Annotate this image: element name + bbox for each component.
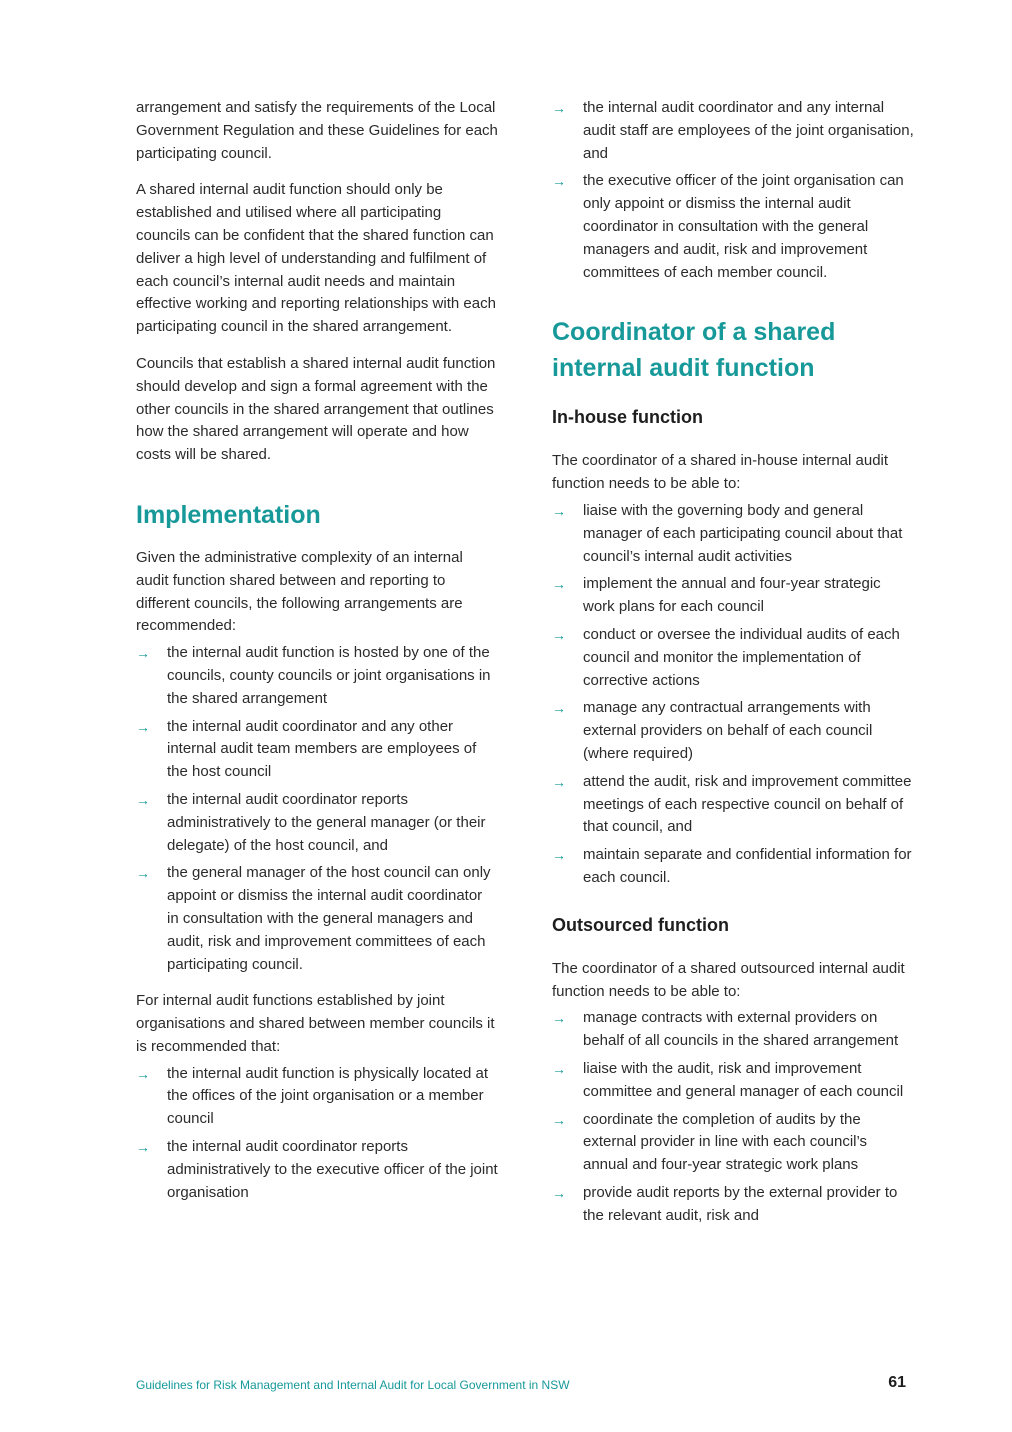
paragraph: Given the administrative complexity of an internal audit function shared between and reporting to different councils, the following arrangements are recommended: xyxy=(136,548,463,635)
arrow-bullet-icon: → xyxy=(552,700,566,717)
list-item xyxy=(552,771,914,839)
arrow-bullet-icon: → xyxy=(552,1184,566,1201)
list-item-text: the internal audit coordinator reports administratively to the executive officer of the joint organisation xyxy=(167,1138,498,1201)
outsourced-heading: Outsourced function xyxy=(552,914,729,935)
arrow-bullet-icon: → xyxy=(552,100,566,116)
list-item xyxy=(552,1058,914,1104)
list-item xyxy=(552,500,914,568)
arrow-bullet-icon: → xyxy=(136,791,150,808)
list-item-text: implement the annual and four-year strategic work plans for each council xyxy=(583,575,881,616)
list-item-text: the executive officer of the joint organisation can only appoint or dismiss the internal audit coordinator in consultation with the general managers and audit, risk and improvement committees of each member council. xyxy=(583,172,904,281)
inhouse-list xyxy=(552,500,914,890)
arrow-bullet-icon: → xyxy=(552,773,566,790)
implementation-heading: Implementation xyxy=(136,500,321,529)
footer-title: Guidelines for Risk Management and Internal Audit for Local Government in NSW xyxy=(136,1378,570,1392)
list-item-text: provide audit reports by the external provider to the relevant audit, risk and xyxy=(583,1183,898,1224)
list-item xyxy=(552,1182,914,1228)
arrow-bullet-icon: → xyxy=(552,1060,566,1077)
inhouse-heading: In-house function xyxy=(552,407,703,428)
arrow-bullet-icon: → xyxy=(552,173,566,190)
list-item-text: the internal audit coordinator and any internal audit staff are employees of the joint organisation, and xyxy=(583,99,914,162)
list-item xyxy=(136,862,498,976)
left-column xyxy=(136,97,498,1218)
list-item xyxy=(552,697,914,765)
arrow-bullet-icon: → xyxy=(136,1139,150,1156)
list-item xyxy=(136,789,498,857)
joint-organisation-list-continued xyxy=(552,97,914,284)
paragraph: Councils that establish a shared internal audit function should develop and sign a formal agreement with the other councils in the shared arrangement that outlines how the shared arrangement will operate and how costs will be shared. xyxy=(136,354,496,464)
list-item xyxy=(552,573,914,619)
list-item-text: liaise with the governing body and general manager of each participating council about that council’s internal audit activities xyxy=(583,501,903,565)
arrow-bullet-icon: → xyxy=(136,645,150,662)
arrow-bullet-icon: → xyxy=(552,626,566,643)
arrow-bullet-icon: → xyxy=(552,1111,566,1128)
list-item-text: maintain separate and confidential information for each council. xyxy=(583,846,912,886)
list-item xyxy=(136,716,498,784)
list-item-text: manage contracts with external providers on behalf of all councils in the shared arrangement xyxy=(583,1009,899,1050)
list-item-text: the internal audit coordinator reports administratively to the general manager (or their delegate) of the host council, and xyxy=(167,790,486,854)
page-number: 61 xyxy=(888,1374,906,1391)
arrangements-list xyxy=(136,642,498,976)
list-item xyxy=(552,1109,914,1177)
arrow-bullet-icon: → xyxy=(552,847,566,864)
outsourced-list xyxy=(552,1007,914,1227)
paragraph: The coordinator of a shared in-house internal audit function needs to be able to: xyxy=(552,452,889,493)
arrow-bullet-icon: → xyxy=(136,1065,150,1082)
list-item-text: coordinate the completion of audits by the external provider in line with each council’s annual and four-year strategic work plans xyxy=(583,1110,868,1174)
list-item-text: conduct or oversee the individual audits of each council and monitor the implementation of corrective actions xyxy=(583,625,900,689)
list-item-text: the general manager of the host council can only appoint or dismiss the internal audit coordinator in consultation with the general managers and audit, risk and improvement committees of each participating council. xyxy=(167,864,491,973)
list-item-text: the internal audit function is hosted by one of the councils, county councils or joint organisations in the shared arrangement xyxy=(167,644,491,707)
list-item xyxy=(552,624,914,692)
arrow-bullet-icon: → xyxy=(552,576,566,593)
arrow-bullet-icon: → xyxy=(136,865,150,882)
paragraph: The coordinator of a shared outsourced internal audit function needs to be able to: xyxy=(552,959,905,1000)
joint-organisation-list xyxy=(136,1063,498,1205)
coordinator-heading: Coordinator of a shared internal audit function xyxy=(552,318,836,383)
right-column xyxy=(552,97,914,1241)
list-item-text: the internal audit coordinator and any other internal audit team members are employees of the host council xyxy=(167,717,477,781)
list-item xyxy=(552,844,914,890)
arrow-bullet-icon: → xyxy=(136,718,150,735)
paragraph: A shared internal audit function should only be established and utilised where all participating councils can be confident that the shared function can deliver a high level of understanding and fulfilment of each council’s internal audit needs and maintain effective working and reporting relationships with each participating council in the shared arrangement. xyxy=(136,181,496,336)
list-item xyxy=(136,642,498,710)
list-item xyxy=(552,170,914,284)
list-item xyxy=(136,1063,498,1131)
list-item-text: liaise with the audit, risk and improvement committee and general manager of each council xyxy=(583,1059,904,1100)
arrow-bullet-icon: → xyxy=(552,1010,566,1027)
arrow-bullet-icon: → xyxy=(552,502,566,519)
list-item-text: the internal audit function is physically located at the offices of the joint organisation or a member council xyxy=(167,1064,489,1128)
paragraph: arrangement and satisfy the requirements of the Local Government Regulation and these Guidelines for each participating council. xyxy=(136,99,498,162)
list-item-text: manage any contractual arrangements with external providers on behalf of each council (where required) xyxy=(583,699,873,762)
list-item xyxy=(552,1007,914,1053)
paragraph: For internal audit functions established by joint organisations and shared between member councils it is recommended that: xyxy=(136,992,495,1055)
list-item xyxy=(552,97,914,165)
list-item xyxy=(136,1136,498,1204)
list-item-text: attend the audit, risk and improvement committee meetings of each respective council on behalf of that council, and xyxy=(583,772,912,836)
